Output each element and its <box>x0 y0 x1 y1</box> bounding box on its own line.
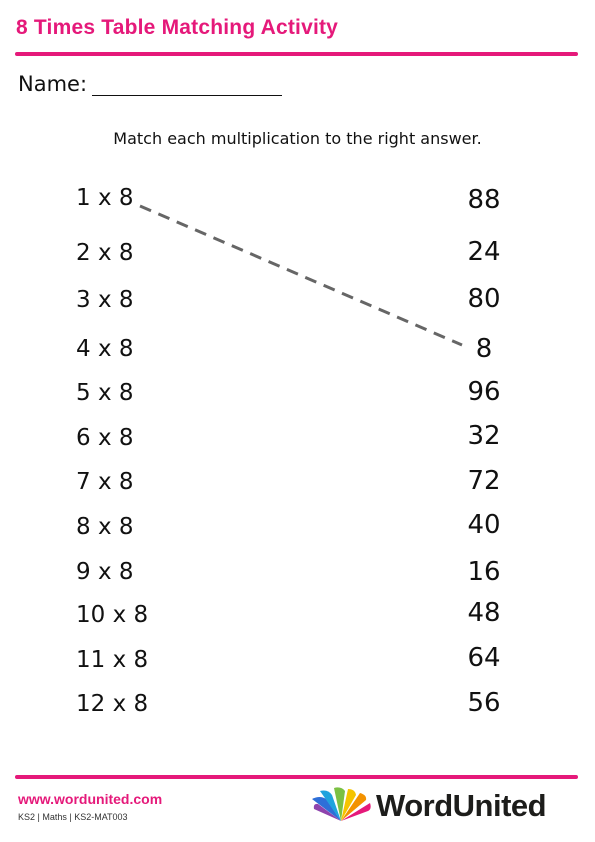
answer-item[interactable]: 56 <box>467 688 501 718</box>
name-label: Name: <box>18 72 88 96</box>
brand-logo[interactable] <box>310 787 580 827</box>
question-item[interactable]: 2 x 8 <box>76 240 134 266</box>
question-item[interactable]: 1 x 8 <box>76 185 134 211</box>
answer-item[interactable]: 8 <box>475 334 493 364</box>
question-item[interactable]: 7 x 8 <box>76 469 134 495</box>
question-item[interactable]: 5 x 8 <box>76 380 134 406</box>
answer-item[interactable]: 48 <box>467 598 501 628</box>
question-item[interactable]: 4 x 8 <box>76 336 134 362</box>
answer-item[interactable]: 80 <box>467 284 501 314</box>
answer-item[interactable]: 88 <box>467 185 501 215</box>
question-item[interactable]: 11 x 8 <box>76 647 149 673</box>
page-title: 8 Times Table Matching Activity <box>16 16 339 39</box>
answer-item[interactable]: 64 <box>467 643 501 673</box>
answer-item[interactable]: 96 <box>467 377 501 407</box>
header-divider <box>15 52 578 56</box>
question-item[interactable]: 8 x 8 <box>76 514 134 540</box>
question-item[interactable]: 3 x 8 <box>76 287 134 313</box>
website-link[interactable]: www.wordunited.com <box>18 791 163 807</box>
question-item[interactable]: 10 x 8 <box>76 602 149 628</box>
question-item[interactable]: 9 x 8 <box>76 559 134 585</box>
answer-item[interactable]: 24 <box>467 237 501 267</box>
answer-item[interactable]: 40 <box>467 510 501 540</box>
question-item[interactable]: 12 x 8 <box>76 691 149 717</box>
footer-divider <box>15 775 578 779</box>
question-item[interactable]: 6 x 8 <box>76 425 134 451</box>
name-field[interactable] <box>92 95 282 96</box>
instructions: Match each multiplication to the right answer. <box>113 129 482 148</box>
answer-item[interactable]: 32 <box>467 421 501 451</box>
brand-name: WordUnited <box>376 788 547 823</box>
resource-code: KS2 | Maths | KS2-MAT003 <box>18 812 128 822</box>
answer-item[interactable]: 72 <box>467 466 501 496</box>
answer-item[interactable]: 16 <box>467 557 501 587</box>
fan-logo-icon <box>310 787 372 825</box>
